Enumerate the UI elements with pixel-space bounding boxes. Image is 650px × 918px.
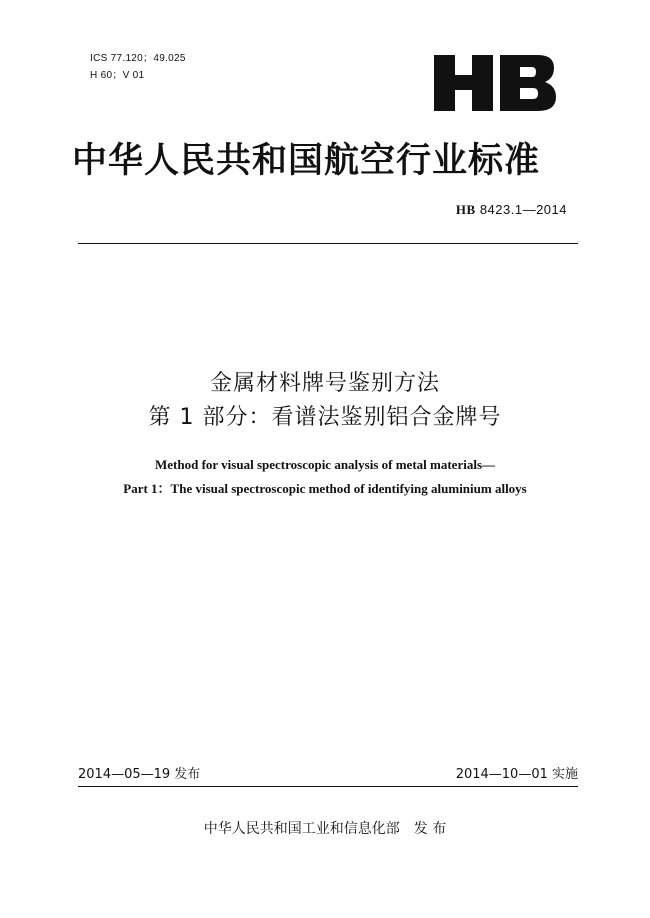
industry-standard-title: 中华人民共和国航空行业标准 (72, 141, 541, 181)
top-divider (78, 243, 578, 244)
issue-date: 2014—05—19 发布 (78, 767, 201, 782)
hb-logo (432, 54, 556, 112)
effective-date: 2014—10—01 实施 (455, 767, 578, 782)
title-en-line2: Part 1：The visual spectroscopic method of identifying aluminium alloys (123, 481, 527, 496)
ics-code: ICS 77.120；49.025 (90, 53, 186, 64)
standard-prefix: HB (455, 202, 476, 217)
issuer-line (0, 818, 650, 838)
title-cn-line1: 金属材料牌号鉴别方法 (209, 371, 440, 396)
standard-code: 8423.1—2014 (479, 202, 567, 217)
bottom-divider (78, 786, 578, 787)
title-cn-line2: 第 1 部分：看谱法鉴别铝合金牌号 (148, 405, 502, 430)
standard-number (456, 202, 567, 218)
title-en-line1: Method for visual spectroscopic analysis of metal materials— (154, 457, 495, 472)
ccs-code: H 60；V 01 (90, 70, 145, 81)
issuer-action: 发 布 (413, 821, 447, 837)
issuer-name: 中华人民共和国工业和信息化部 (203, 821, 400, 837)
classification-block (90, 50, 186, 84)
